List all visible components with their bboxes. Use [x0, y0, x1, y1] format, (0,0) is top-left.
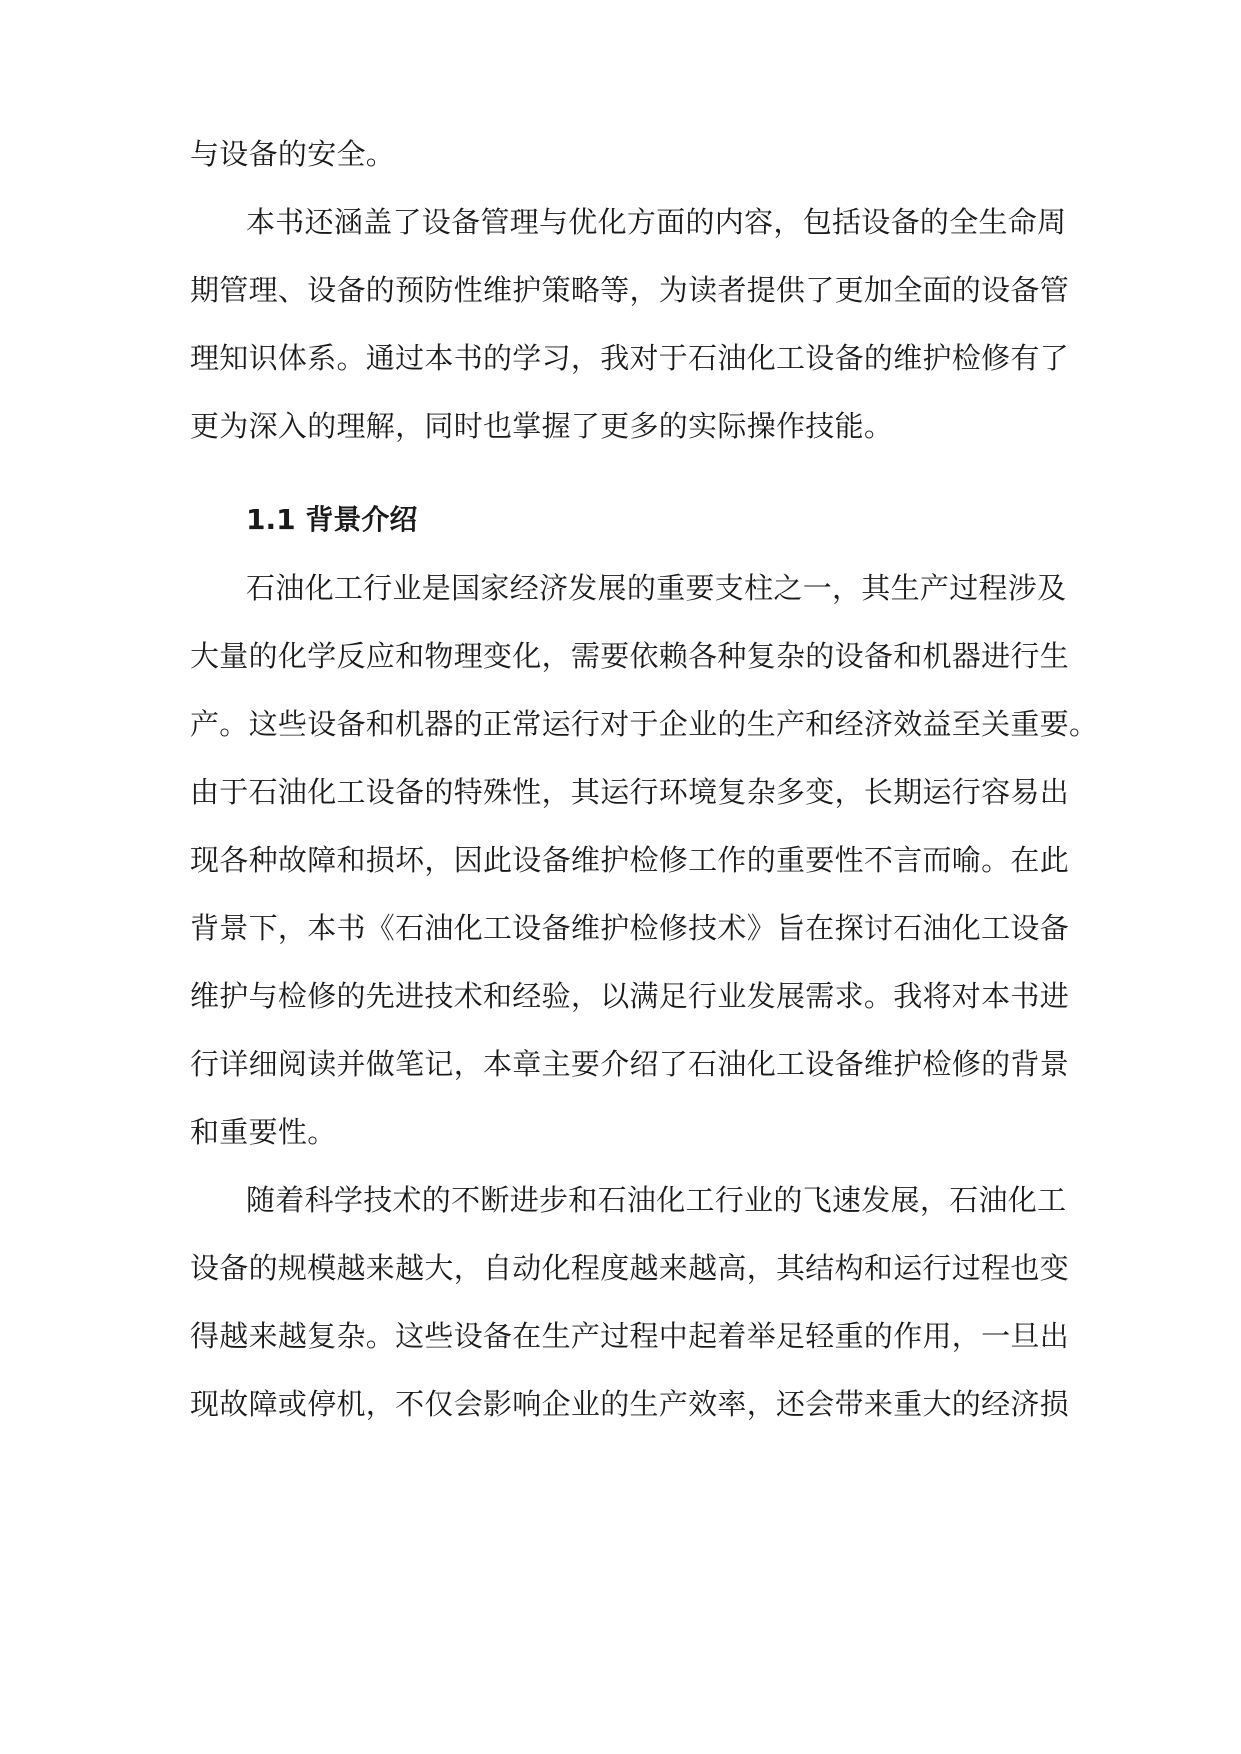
- text-line: 本书还涵盖了设备管理与优化方面的内容，包括设备的全生命周: [246, 205, 1067, 239]
- text-line: 现各种故障和损坏，因此设备维护检修工作的重要性不言而喻。在此: [190, 843, 1070, 877]
- text-line: 与设备的安全。: [190, 137, 396, 171]
- text-line: 石油化工行业是国家经济发展的重要支柱之一，其生产过程涉及: [246, 571, 1067, 605]
- text-line: 更为深入的理解，同时也掌握了更多的实际操作技能。: [190, 409, 894, 443]
- text-line: 现故障或停机，不仅会影响企业的生产效率，还会带来重大的经济损: [190, 1387, 1070, 1421]
- text-line: 和重要性。: [190, 1115, 337, 1149]
- text-line: 得越来越复杂。这些设备在生产过程中起着举足轻重的作用，一旦出: [190, 1319, 1070, 1353]
- text-line: 背景下，本书《石油化工设备维护检修技术》旨在探讨石油化工设备: [190, 911, 1070, 945]
- section-heading: 1.1 背景介绍: [246, 503, 418, 536]
- text-line: 理知识体系。通过本书的学习，我对于石油化工设备的维护检修有了: [190, 341, 1070, 375]
- text-line: 设备的规模越来越大，自动化程度越来越高，其结构和运行过程也变: [190, 1251, 1070, 1285]
- text-line: 产。这些设备和机器的正常运行对于企业的生产和经济效益至关重要。: [190, 707, 1099, 741]
- text-line: 随着科学技术的不断进步和石油化工行业的飞速发展，石油化工: [246, 1183, 1067, 1217]
- text-line: 由于石油化工设备的特殊性，其运行环境复杂多变，长期运行容易出: [190, 775, 1070, 809]
- text-line: 行详细阅读并做笔记，本章主要介绍了石油化工设备维护检修的背景: [190, 1047, 1070, 1081]
- text-line: 大量的化学反应和物理变化，需要依赖各种复杂的设备和机器进行生: [190, 639, 1070, 673]
- text-line: 维护与检修的先进技术和经验，以满足行业发展需求。我将对本书进: [190, 979, 1070, 1013]
- text-line: 期管理、设备的预防性维护策略等，为读者提供了更加全面的设备管: [190, 273, 1070, 307]
